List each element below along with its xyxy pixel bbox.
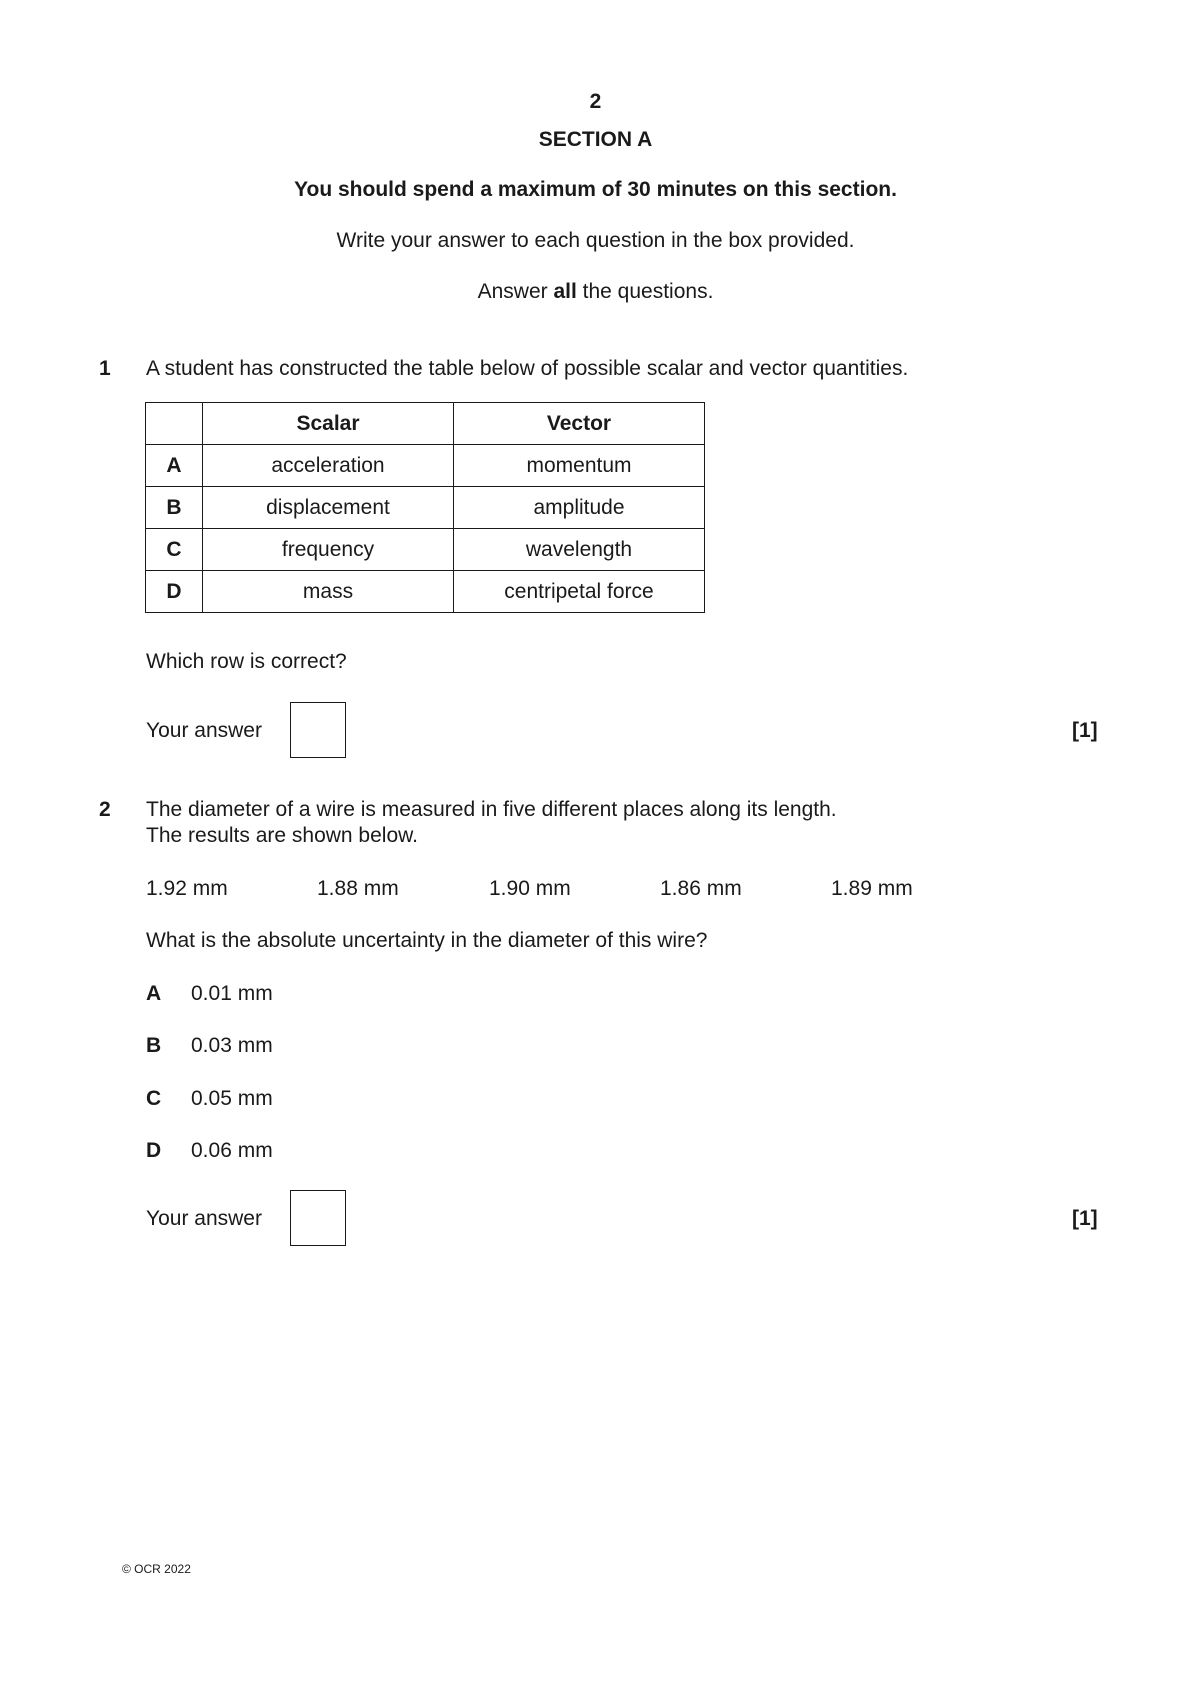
copyright-footer: © OCR 2022 bbox=[122, 1562, 191, 1576]
question-2-prompt: What is the absolute uncertainty in the diameter of this wire? bbox=[146, 929, 708, 952]
row-letter: C bbox=[146, 529, 203, 571]
write-instruction: Write your answer to each question in the box provided. bbox=[336, 229, 855, 252]
row-letter: A bbox=[146, 445, 203, 487]
question-1-answer-box[interactable] bbox=[290, 702, 346, 758]
vector-cell: wavelength bbox=[454, 529, 705, 571]
table-row bbox=[146, 487, 705, 529]
question-2-answer-box[interactable] bbox=[290, 1190, 346, 1246]
option-letter: B bbox=[146, 1034, 162, 1057]
option-letter: C bbox=[146, 1087, 162, 1110]
question-1-marks: [1] bbox=[1072, 719, 1098, 742]
question-2-text-line-2: The results are shown below. bbox=[146, 824, 418, 847]
scalar-cell: frequency bbox=[203, 529, 454, 571]
time-instruction: You should spend a maximum of 30 minutes on this section. bbox=[294, 178, 897, 201]
option-value: 0.01 mm bbox=[191, 982, 273, 1005]
scalar-cell: acceleration bbox=[203, 445, 454, 487]
table-row bbox=[146, 445, 705, 487]
option-letter: A bbox=[146, 982, 162, 1005]
measurement-value: 1.92 mm bbox=[146, 877, 228, 900]
table-row bbox=[146, 529, 705, 571]
option-value: 0.03 mm bbox=[191, 1034, 273, 1057]
question-2-answer-label: Your answer bbox=[146, 1207, 262, 1230]
scalar-cell: displacement bbox=[203, 487, 454, 529]
measurement-value: 1.89 mm bbox=[831, 877, 913, 900]
table-header-row bbox=[146, 403, 705, 445]
measurement-value: 1.86 mm bbox=[660, 877, 742, 900]
option-value: 0.05 mm bbox=[191, 1087, 273, 1110]
question-1-answer-label: Your answer bbox=[146, 719, 262, 742]
question-2-text-line-1: The diameter of a wire is measured in five different places along its length. bbox=[146, 798, 837, 821]
answer-instruction bbox=[0, 280, 1191, 304]
table-row bbox=[146, 571, 705, 613]
table-header-vector: Vector bbox=[454, 403, 705, 445]
question-1-number: 1 bbox=[99, 357, 111, 380]
scalar-cell: mass bbox=[203, 571, 454, 613]
table-header-scalar: Scalar bbox=[203, 403, 454, 445]
vector-cell: momentum bbox=[454, 445, 705, 487]
answer-instruction-prefix: Answer bbox=[477, 280, 554, 303]
measurement-value: 1.88 mm bbox=[317, 877, 399, 900]
question-1-text: A student has constructed the table below of possible scalar and vector quantities. bbox=[146, 357, 909, 380]
section-title: SECTION A bbox=[538, 128, 653, 151]
page-number: 2 bbox=[589, 90, 602, 113]
answer-instruction-suffix: the questions. bbox=[576, 280, 714, 303]
option-letter: D bbox=[146, 1139, 162, 1162]
table-header-blank bbox=[146, 403, 203, 445]
measurement-value: 1.90 mm bbox=[489, 877, 571, 900]
answer-instruction-bold: all bbox=[553, 280, 577, 303]
question-2-marks: [1] bbox=[1072, 1207, 1098, 1230]
row-letter: B bbox=[146, 487, 203, 529]
row-letter: D bbox=[146, 571, 203, 613]
vector-cell: centripetal force bbox=[454, 571, 705, 613]
vector-cell: amplitude bbox=[454, 487, 705, 529]
scalar-vector-table bbox=[145, 402, 705, 613]
question-2-number: 2 bbox=[99, 798, 111, 821]
question-1-prompt: Which row is correct? bbox=[146, 650, 347, 673]
option-value: 0.06 mm bbox=[191, 1139, 273, 1162]
